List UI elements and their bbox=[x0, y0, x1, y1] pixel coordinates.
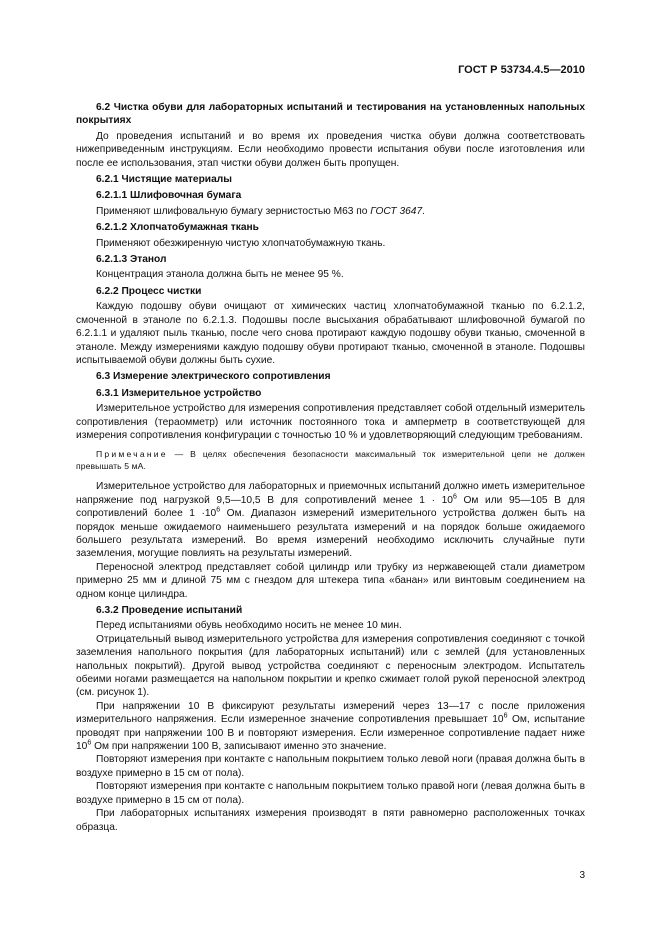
text-run: Применяют шлифовальную бумагу зернистостью М63 по bbox=[96, 205, 371, 217]
document-body bbox=[76, 98, 585, 834]
exponent: 6 bbox=[216, 506, 221, 514]
section-6-2-1-1-heading: 6.2.1.1 Шлифовочная бумага bbox=[96, 190, 242, 202]
paragraph bbox=[76, 700, 585, 754]
paragraph bbox=[76, 480, 585, 560]
text-run: . bbox=[422, 205, 425, 217]
section-6-2-heading: 6.2 Чистка обуви для лабораторных испытаний и тестирования на установленных напольных покрытиях bbox=[76, 102, 585, 127]
document-header: ГОСТ Р 53734.4.5—2010 bbox=[458, 64, 585, 76]
note bbox=[76, 448, 585, 472]
paragraph: Переносной электрод представляет собой цилиндр или трубку из нержавеющей стали диаметром примерно 25 мм и длиной 75 мм с гнездом для штекера типа «банан» или винтовым соединением на одном конце цилиндра. bbox=[76, 561, 585, 600]
text-run: При напряжении 10 В фиксируют результаты измерений через 13—17 с после приложения измерительного напряжения. Если измеренное значение сопротивления превышает 10 bbox=[76, 700, 585, 726]
exponent: 6 bbox=[87, 739, 92, 747]
paragraph: Повторяют измерения при контакте с напольным покрытием только левой ноги (правая должна быть в воздухе примерно в 15 см от пола). bbox=[76, 754, 585, 779]
section-6-3-heading: 6.3 Измерение электрического сопротивления bbox=[96, 371, 331, 383]
standard-reference: ГОСТ 3647 bbox=[370, 205, 423, 217]
exponent: 6 bbox=[452, 493, 457, 501]
paragraph bbox=[76, 205, 585, 218]
text-run: Измерительное устройство для лабораторных и приемочных испытаний должно иметь измерительное напряжение под нагрузкой 9,5—10,5 В для сопротивлений менее 1 · 10 bbox=[76, 481, 585, 506]
section-6-3-2-heading: 6.3.2 Проведение испытаний bbox=[96, 605, 243, 616]
paragraph: Перед испытаниями обувь необходимо носить не менее 10 мин. bbox=[96, 620, 402, 632]
note-label: Примечание bbox=[96, 449, 168, 460]
text-run: Ом при напряжении 100 В, записывают именно это значение. bbox=[91, 741, 387, 753]
text-run: Ом или 95—105 В для сопротивлений более 1 ·10 bbox=[76, 494, 586, 520]
paragraph: Отрицательный вывод измерительного устройства для измерения сопротивления соединяют с точкой заземления напольного покрытия (для лабораторных испытаний) или с землей (для установленных напольных покрытий). Другой вывод устройства соединяют с переносным электродом. Испытатель обеими ногами размещается на напольном покрытии и крепко сжимает голой рукой переносной электрод (см. рисунок 1). bbox=[76, 633, 585, 699]
text-run: Ом, испытание проводят при напряжении 100 В и повторяют измерения. Если измеренное сопротивление падает ниже 10 bbox=[76, 714, 585, 753]
paragraph: При лабораторных испытаниях измерения производят в пяти равномерно расположенных точках образца. bbox=[76, 808, 585, 833]
paragraph: Измерительное устройство для измерения сопротивления представляет собой отдельный измеритель сопротивления (тераомметр) или источник постоянного тока и амперметр в соответствующей для измерения сопротивления конфигурации с точностью 10 % и удовлетворяющий следующим требованиям. bbox=[76, 403, 585, 441]
section-6-2-2-heading: 6.2.2 Процесс чистки bbox=[96, 285, 202, 297]
exponent: 6 bbox=[503, 712, 508, 720]
section-6-2-1-heading: 6.2.1 Чистящие материалы bbox=[96, 174, 232, 186]
paragraph: Применяют обезжиренную чистую хлопчатобумажную ткань. bbox=[96, 237, 386, 249]
section-6-2-1-3-heading: 6.2.1.3 Этанол bbox=[96, 254, 167, 266]
section-6-2-1-2-heading: 6.2.1.2 Хлопчатобумажная ткань bbox=[96, 222, 259, 234]
text-run: Ом. Диапазон измерений измерительного устройства должен быть на порядок меньше ожидаемого наименьшего результата измерений и на порядок больше ожидаемого большего результата измерений. Во время измерений необходимо исключить случайные пути заземления, могущие повлиять на результаты измерений. bbox=[76, 508, 585, 560]
note-text: — В целях обеспечения безопасности максимальный ток измерительной цепи не должен превышать 5 мА. bbox=[76, 449, 585, 472]
page-number: 3 bbox=[579, 870, 585, 881]
paragraph: Каждую подошву обуви очищают от химических частиц хлопчатобумажной тканью по 6.2.1.2, смоченной в этаноле по 6.2.1.3. Подошвы после высыхания обрабатывают шлифовочной бумагой по 6.2.1.1 и удаляют пыль тканью, после чего снова протирают каждую подошву обуви тканью, смоченной в этаноле. Между измерениями каждую подошву обуви протирают тканью, смоченной в этаноле. Подошвы испытываемой обуви должны быть сухие. bbox=[76, 301, 585, 366]
section-6-3-1-heading: 6.3.1 Измерительное устройство bbox=[96, 387, 262, 399]
paragraph: Концентрация этанола должна быть не менее 95 %. bbox=[96, 269, 344, 281]
paragraph: Повторяют измерения при контакте с напольным покрытием только правой ноги (левая должна быть в воздухе примерно в 15 см от пола). bbox=[76, 781, 585, 806]
paragraph: До проведения испытаний и во время их проведения чистка обуви должна соответствовать нижеприведенным инструкциям. Если необходимо провести испытания обуви после изготовления или после ее использования, этап чистки обуви должен быть пропущен. bbox=[76, 130, 585, 169]
